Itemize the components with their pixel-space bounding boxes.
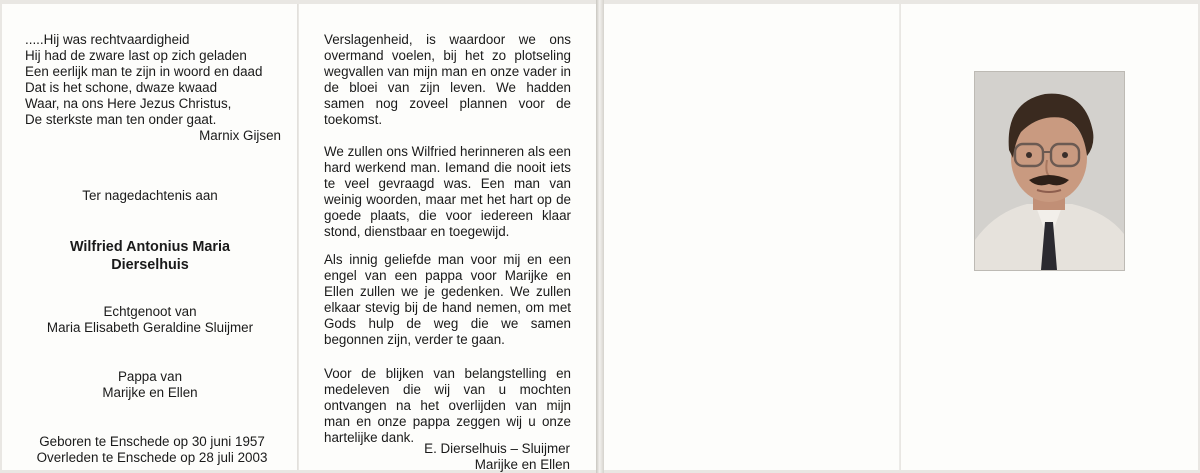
father-label: Pappa van <box>117 369 183 384</box>
message-paragraph-text: Verslagenheid, is waardoor we ons overmand voelen, bij het zo plotseling wegvallen van mijn man en onze vader in de bloei van zijn leven. We hadden samen nog zoveel plannen voor de toekomst. <box>324 32 571 127</box>
message-paragraph <box>324 144 571 240</box>
poem-line: .....Hij was rechtvaardigheid <box>25 32 190 47</box>
poem-line: Dat is het schone, dwaze kwaad <box>25 80 218 95</box>
poem-author: Marnix Gijsen <box>199 128 281 143</box>
signature-line1: E. Dierselhuis – Sluijmer <box>424 441 570 456</box>
deceased-name <box>2 238 298 274</box>
spouse-label: Echtgenoot van <box>103 304 197 319</box>
poem-line: De sterkste man ten onder gaat. <box>25 112 217 127</box>
poem <box>25 32 287 144</box>
message-paragraph <box>324 32 571 128</box>
spouse-name: Maria Elisabeth Geraldine Sluijmer <box>46 320 254 335</box>
memorial-intro: Ter nagedachtenis aan <box>82 188 218 203</box>
card-panel-blank <box>604 4 900 470</box>
children-names: Marijke en Ellen <box>102 385 198 400</box>
portrait-photo <box>974 71 1125 271</box>
message-paragraph-text: Als innig geliefde man voor mij en een engel van een pappa voor Marijke en Ellen zullen we je gedenken. We zullen elkaar stevig bij de hand nemen, om met Gods hulp de weg die we samen begonnen zijn, verder te gaan. <box>324 252 571 347</box>
death-date-line: Overleden te Enschede op 28 juli 2003 <box>36 450 268 465</box>
signature <box>324 441 570 473</box>
message-paragraph-text: We zullen ons Wilfried herinneren als een hard werkend man. Iemand die nooit iets te veel gevraagd was. Een man van weinig woorden, maar met het hart op de goede plaats, die voor iedereen klaar stond, dienstbaar en toegewijd. <box>324 144 571 239</box>
poem-line: Een eerlijk man te zijn in woord en daad <box>25 64 263 79</box>
message-paragraph <box>324 366 571 446</box>
life-dates <box>2 434 302 466</box>
card-fold <box>596 0 604 473</box>
deceased-name-line1: Wilfried Antonius Maria <box>69 239 231 255</box>
card-panel-left <box>2 4 298 470</box>
signature-line2: Marijke en Ellen <box>474 457 570 472</box>
deceased-name-line2: Dierselhuis <box>111 257 189 273</box>
card-panel-message <box>299 4 596 470</box>
spouse-block <box>2 304 298 336</box>
birth-date-line: Geboren te Enschede op 30 juni 1957 <box>39 434 265 449</box>
message-paragraph-text: Voor de blijken van belangstelling en medeleven die wij van u mochten ontvangen na het overlijden van mijn man en onze pappa zeggen wij u onze hartelijke dank. <box>324 366 571 445</box>
children-block <box>2 369 298 401</box>
poem-line: Waar, na ons Here Jezus Christus, <box>25 96 232 111</box>
message-paragraph <box>324 252 571 348</box>
portrait-photo-icon <box>975 72 1124 270</box>
poem-line: Hij had de zware last op zich geladen <box>25 48 247 63</box>
